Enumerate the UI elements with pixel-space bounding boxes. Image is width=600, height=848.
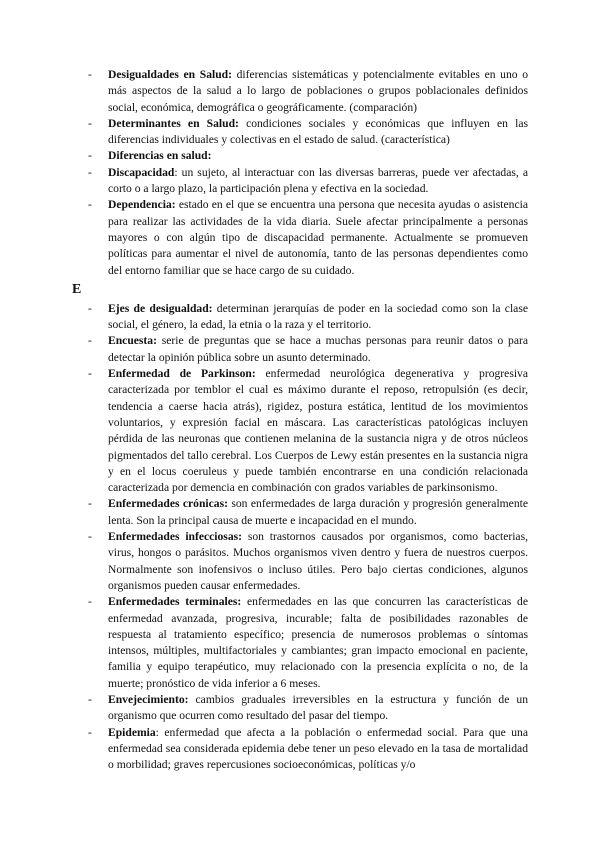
entry-term: Desigualdades en Salud: xyxy=(108,68,232,81)
glossary-entry xyxy=(72,67,528,116)
entry-term: Enfermedad de Parkinson: xyxy=(108,367,256,381)
entry-term: Enfermedades crónicas: xyxy=(108,497,228,511)
glossary-entry xyxy=(72,148,528,164)
glossary-entry xyxy=(72,496,528,529)
glossary-entry xyxy=(72,725,528,774)
entry-term: Enfermedades infecciosas: xyxy=(108,530,242,544)
entry-definition: estado en el que se encuentra una persona que necesita ayudas o asistencia para realizar las actividades de la vida diaria. Suele afectar principalmente a personas mayores o con algún tipo de discapacidad permanente. Actualmente se promueven políticas para aumentar el nivel de autonomía, tanto de las personas dependientes como del entorno familiar que se hace cargo de su cuidado. xyxy=(108,198,528,277)
list-dash: - xyxy=(88,692,92,706)
list-dash: - xyxy=(88,301,92,315)
glossary-entry xyxy=(72,333,528,366)
glossary-entry xyxy=(72,197,528,278)
list-dash: - xyxy=(88,367,92,381)
list-dash: - xyxy=(88,725,92,739)
entry-term: Diferencias en salud: xyxy=(108,149,212,163)
list-dash: - xyxy=(88,334,92,348)
list-dash: - xyxy=(88,165,92,179)
list-dash: - xyxy=(88,198,92,212)
list-dash: - xyxy=(88,68,92,81)
entry-term: Determinantes en Salud: xyxy=(108,116,239,130)
glossary-list-e xyxy=(72,301,528,774)
entry-definition: : un sujeto, al interactuar con las diversas barreras, puede ver afectadas, a corto o a largo plazo, la participación plena y efectiva en la sociedad. xyxy=(108,165,528,196)
list-dash: - xyxy=(88,116,92,130)
entry-definition: son enfermedades de larga duración y progresión generalmente lenta. Son la principal causa de muerte e incapacidad en el mundo. xyxy=(108,497,528,527)
section-letter-heading: E xyxy=(72,281,82,297)
entry-term: Discapacidad xyxy=(108,165,175,179)
glossary-list-d xyxy=(72,67,528,279)
list-dash: - xyxy=(88,497,92,511)
entry-term: Enfermedades terminales: xyxy=(108,595,242,609)
glossary-entry xyxy=(72,594,528,692)
entry-term: Ejes de desigualdad: xyxy=(108,301,213,315)
list-dash: - xyxy=(88,149,92,163)
entry-definition: condiciones sociales y económicas que influyen en las diferencias individuales y colectivas en el estado de salud. (característica) xyxy=(108,116,529,147)
entry-term: Envejecimiento: xyxy=(108,692,189,706)
list-dash: - xyxy=(88,530,92,544)
entry-term: Epidemia xyxy=(108,725,156,739)
entry-term: Encuesta: xyxy=(108,334,157,348)
entry-definition: diferencias sistemáticas y potencialmente evitables en uno o más aspectos de la salud a lo largo de poblaciones o grupos poblacionales definidos social, económica, demográfica o geográficamente. (comparación) xyxy=(108,68,528,114)
glossary-entry xyxy=(72,116,528,149)
entry-definition: cambios graduales irreversibles en la estructura y función de un organismo que ocurren como resultado del pasar del tiempo. xyxy=(108,692,528,723)
entry-definition: : enfermedad que afecta a la población o enfermedad social. Para que una enfermedad sea considerada epidemia debe tener un peso elevado en la tasa de mortalidad o morbilidad; graves repercusiones socioeconómicas, políticas y/o xyxy=(108,725,528,772)
entry-definition: enfermedades en las que concurren las características de enfermedad avanzada, progresiva, incurable; falta de posibilidades razonables de respuesta al tratamiento específico; presencia de numerosos problemas o síntomas intensos, múltiples, multifactoriales y cambiantes; gran impacto emocional en paciente, familia y equipo terapéutico, muy relacionado con la presencia explícita o no, de la muerte; pronóstico de vida inferior a 6 meses. xyxy=(108,595,528,690)
entry-term: Dependencia: xyxy=(108,198,176,212)
glossary-entry xyxy=(72,366,528,496)
glossary-entry xyxy=(72,692,528,725)
glossary-entry xyxy=(72,529,528,594)
glossary-entry xyxy=(72,165,528,198)
list-dash: - xyxy=(88,595,92,609)
entry-definition: enfermedad neurológica degenerativa y progresiva caracterizada por temblor el cual es máximo durante el reposo, retropulsión (es decir, tendencia a caerse hacia atrás), rigidez, postura estática, lentitud de los movimientos voluntarios, y expresión facial en máscara. Las características patológicas incluyen pérdida de las neuronas que contienen melanina de la sustancia nigra y de otros núcleos pigmentados del tallo cerebral. Los Cuerpos de Lewy están presentes en la sustancia nigra y en el locus coeruleus y puede también encontrarse en una condición relacionada caracterizada por demencia en combinación con grados variables de parkinsonismo. xyxy=(108,367,528,495)
glossary-entry xyxy=(72,301,528,334)
entry-definition: serie de preguntas que se hace a muchas personas para reunir datos o para detectar la opinión pública sobre un asunto determinado. xyxy=(108,334,528,364)
entry-definition: son trastornos causados por organismos, como bacterias, virus, hongos o parásitos. Muchos organismos viven dentro y fuera de nuestros cuerpos. Normalmente son inofensivos o incluso útiles. Pero bajo ciertas condiciones, algunos organismos pueden causar enfermedades. xyxy=(108,530,528,592)
entry-definition: determinan jerarquías de poder en la sociedad como son la clase social, el género, la edad, la etnia o la raza y el territorio. xyxy=(108,301,528,332)
